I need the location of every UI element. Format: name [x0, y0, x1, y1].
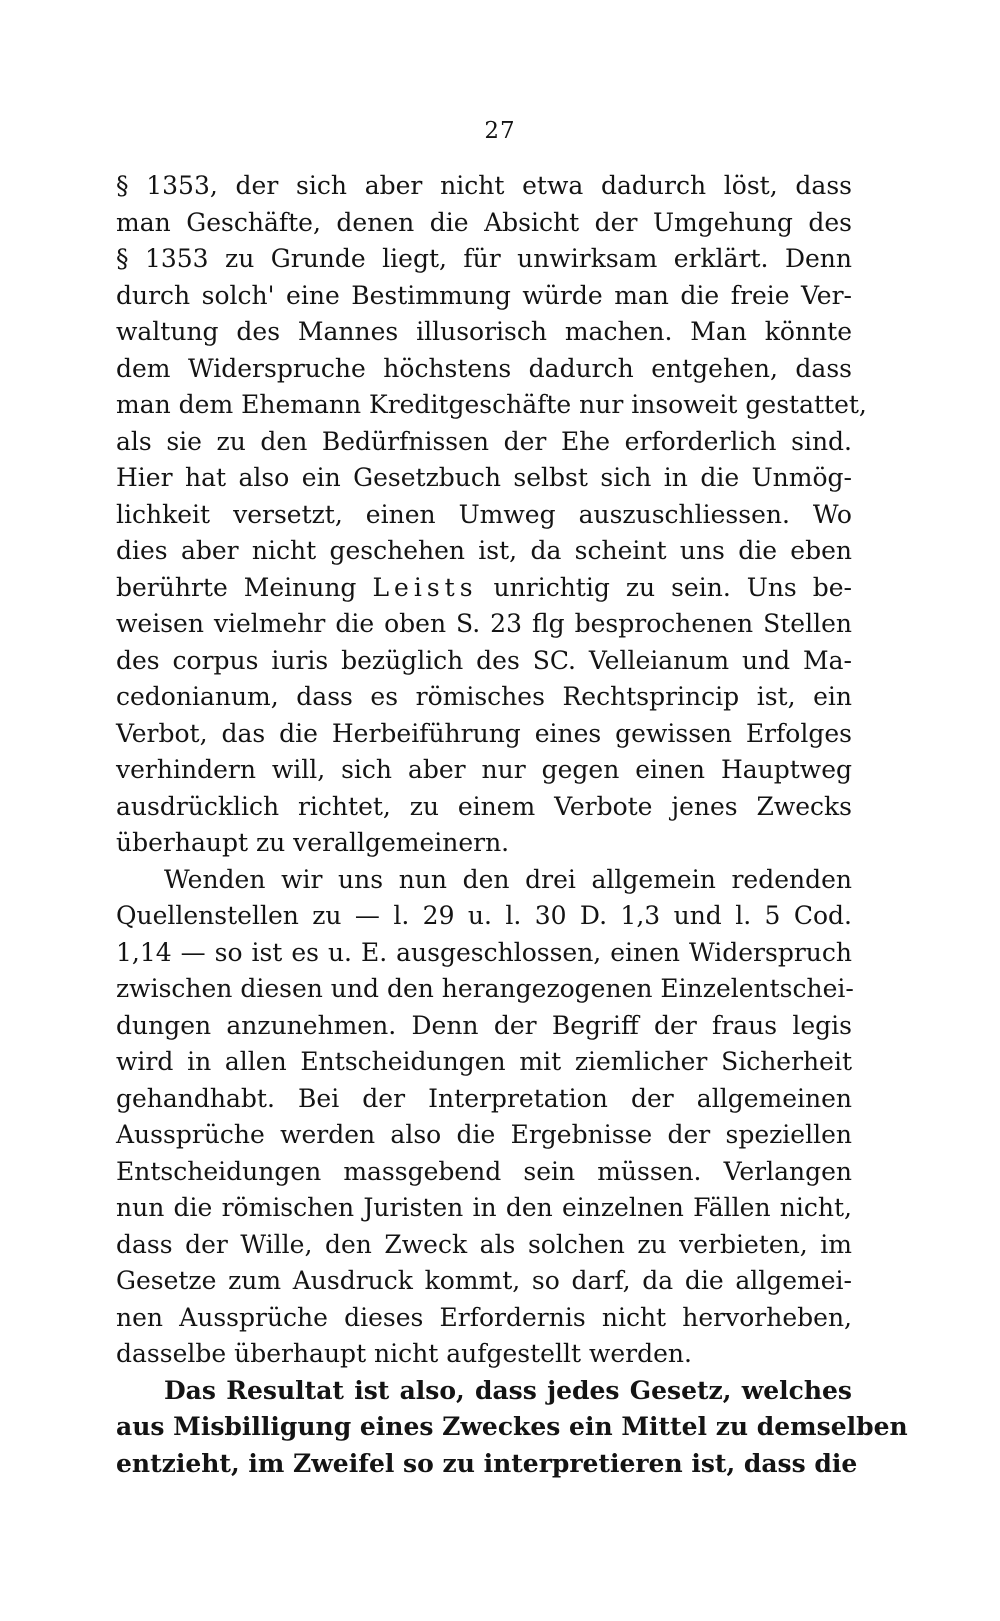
- text-line: dies aber nicht geschehen ist, da scheint uns die eben: [116, 536, 852, 565]
- text-line: Wenden wir uns nun den drei allgemein redenden: [164, 864, 852, 894]
- text-line: aus Misbilligung eines Zweckes ein Mittel zu demselben: [116, 1412, 908, 1441]
- text-line: [116, 570, 852, 607]
- text-line: Aussprüche werden also die Ergebnisse der speziellen: [116, 1120, 852, 1149]
- text-line: entzieht, im Zweifel so zu interpretieren ist, dass die: [116, 1448, 858, 1478]
- text-run: unrichtig zu sein. Uns be-: [477, 572, 852, 602]
- paragraph: [116, 862, 852, 1373]
- text-line: verhindern will, sich aber nur gegen einen Hauptweg: [116, 755, 852, 784]
- text-line: cedonianum, dass es römisches Rechtsprincip ist, ein: [116, 682, 852, 711]
- body-text: [116, 168, 908, 1482]
- text-line: dem Widerspruche höchstens dadurch entgehen, dass: [116, 353, 852, 383]
- text-line: Hier hat also ein Gesetzbuch selbst sich in die Unmög-: [116, 463, 852, 492]
- text-line: als sie zu den Bedürfnissen der Ehe erforderlich sind.: [116, 426, 852, 456]
- text-line: Entscheidungen massgebend sein müssen. Verlangen: [116, 1156, 852, 1186]
- text-line: Quellenstellen zu — l. 29 u. l. 30 D. 1,3 und l. 5 Cod.: [116, 901, 852, 930]
- text-line: weisen vielmehr die oben S. 23 flg besprochenen Stellen: [116, 609, 852, 638]
- text-line: nun die römischen Juristen in den einzelnen Fällen nicht,: [116, 1193, 852, 1222]
- text-line: § 1353 zu Grunde liegt, für unwirksam erklärt. Denn: [116, 244, 852, 273]
- text-line: Das Resultat ist also, dass jedes Gesetz, welches: [164, 1375, 852, 1405]
- text-line: durch solch' eine Bestimmung würde man die freie Ver-: [116, 280, 852, 310]
- text-line: man Geschäfte, denen die Absicht der Umgehung des: [116, 207, 852, 237]
- text-line: gehandhabt. Bei der Interpretation der allgemeinen: [116, 1083, 852, 1113]
- text-line: man dem Ehemann Kreditgeschäfte nur insoweit gestattet,: [116, 390, 867, 419]
- text-line: dass der Wille, den Zweck als solchen zu verbieten, im: [116, 1229, 852, 1259]
- text-line: lichkeit versetzt, einen Umweg auszuschliessen. Wo: [116, 499, 852, 529]
- text-line: § 1353, der sich aber nicht etwa dadurch löst, dass: [116, 171, 852, 200]
- text-line: des corpus iuris bezüglich des SC. Velleianum und Ma-: [116, 645, 852, 675]
- paragraph: [116, 168, 867, 862]
- text-run: berührte Meinung: [116, 572, 373, 602]
- text-line: wird in allen Entscheidungen mit ziemlicher Sicherheit: [116, 1047, 852, 1076]
- text-line: nen Aussprüche dieses Erfordernis nicht hervorheben,: [116, 1302, 852, 1332]
- text-line: dungen anzunehmen. Denn der Begriff der fraus legis: [116, 1010, 852, 1040]
- text-line: Gesetze zum Ausdruck kommt, so darf, da die allgemei-: [116, 1266, 852, 1295]
- text-line: waltung des Mannes illusorisch machen. Man könnte: [116, 317, 852, 346]
- page-number: 27: [484, 118, 516, 144]
- text-line: Verbot, das die Herbeiführung eines gewissen Erfolges: [116, 718, 852, 748]
- spaced-name: Leists: [372, 572, 478, 602]
- paragraph: [116, 1373, 908, 1483]
- text-line: dasselbe überhaupt nicht aufgestellt werden.: [116, 1339, 692, 1368]
- text-line: zwischen diesen und den herangezogenen Einzelentschei-: [116, 974, 854, 1003]
- text-line: ausdrücklich richtet, zu einem Verbote jenes Zwecks: [116, 791, 852, 821]
- text-line: 1,14 — so ist es u. E. ausgeschlossen, einen Widerspruch: [116, 937, 852, 967]
- text-line: überhaupt zu verallgemeinern.: [116, 828, 510, 857]
